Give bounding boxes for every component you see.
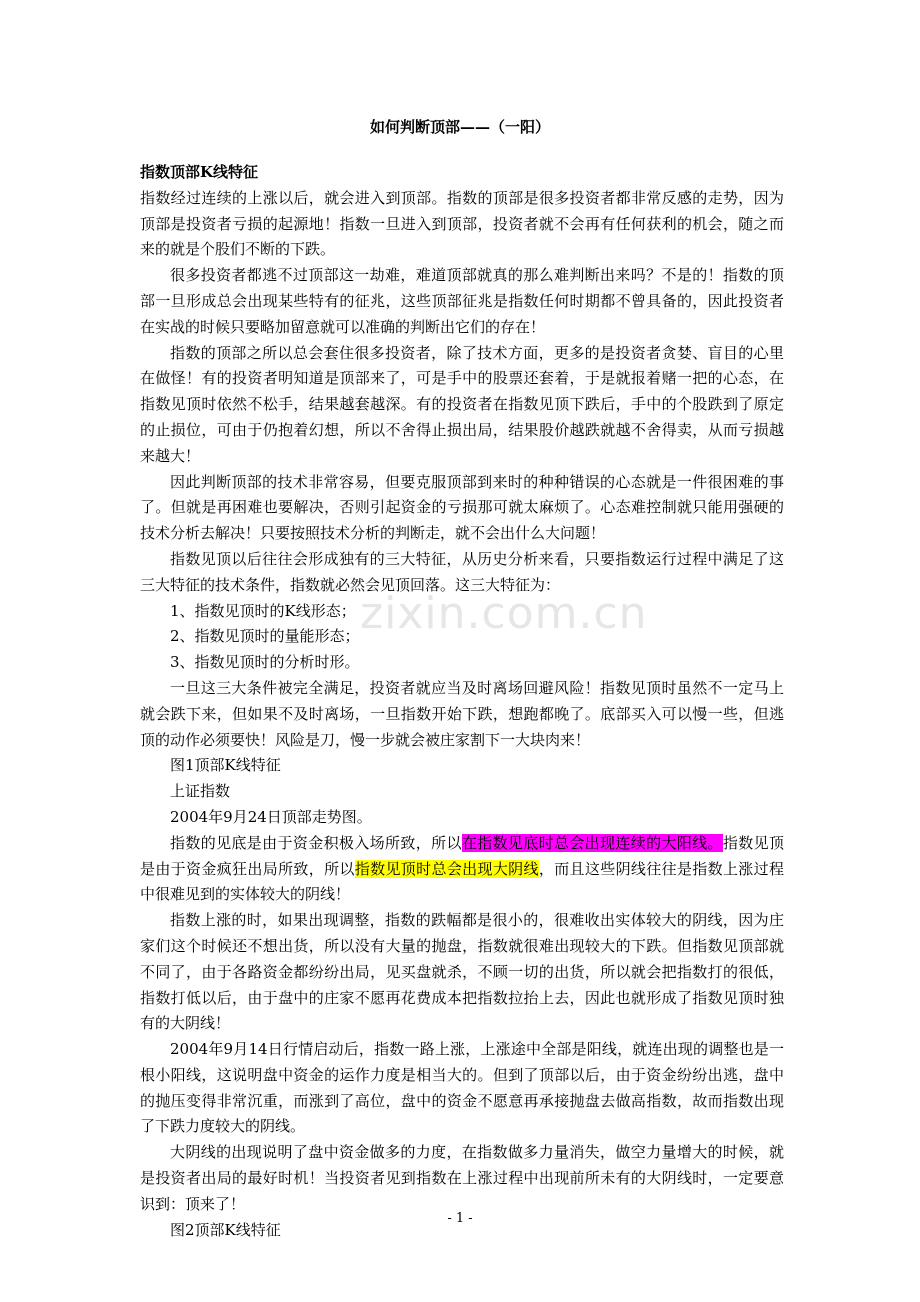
paragraph-7 <box>140 831 784 908</box>
section-heading: 指数顶部K线特征 <box>140 163 259 181</box>
figure-1-date: 2004年9月24日顶部走势图。 <box>170 807 372 826</box>
highlight-yellow: 指数见顶时总会出现大阴线 <box>354 859 539 878</box>
paragraph-2: 很多投资者都逃不过顶部这一劫难，难道顶部就真的那么难判断出来吗？不是的！指数的顶部一旦形成总会出现某些特有的征兆，这些顶部征兆是指数任何时期都不曾具备的，因此投资者在实战的时候只要略加留意就可以准确的判断出它们的存在！ <box>140 266 784 336</box>
paragraph-7-part-b: 指数见顶是由于资金疯狂出局所致，所以 <box>140 833 784 878</box>
figure-1-subtitle: 上证指数 <box>170 782 231 801</box>
paragraph-10: 大阴线的出现说明了盘中资金做多的力度，在指数做多力量消失，做空力量增大的时候，就是投资者出局的最好时机！当投资者见到指数在上涨过程中出现前所未有的大阴线时，一定要意识到：顶来了！ <box>140 1143 784 1213</box>
document-title: 如何判断顶部——（一阳） <box>369 118 550 136</box>
document-body <box>140 160 784 1243</box>
paragraph-9: 2004年9月14日行情启动后，指数一路上涨，上涨途中全部是阳线，就连出现的调整也是一根小阳线，这说明盘中资金的运作力度是相当大的。但到了顶部以后，由于资金纷纷出逃，盘中的抛压变得非常沉重，而涨到了高位，盘中的资金不愿意再承接抛盘去做高指数，故而指数出现了下跌力度较大的阴线。 <box>140 1040 784 1136</box>
paragraph-3: 指数的顶部之所以总会套住很多投资者，除了技术方面，更多的是投资者贪婪、盲目的心里在做怪！有的投资者明知道是顶部来了，可是手中的股票还套着，于是就报着赌一把的心态，在指数见顶时依然不松手，结果越套越深。有的投资者在指数见顶下跌后，手中的个股跌到了原定的止损位，可由于仍抱着幻想，所以不舍得止损出局，结果股价越跌就越不舍得卖，从而亏损越来越大！ <box>140 343 784 465</box>
watermark: zixin.com.cn <box>360 588 648 639</box>
figure-1-caption: 图1顶部K线特征 <box>170 756 281 775</box>
paragraph-7-part-c: ，而且这些阴线往往是指数上涨过程中很难见到的实体较大的阴线！ <box>140 859 784 904</box>
paragraph-6: 一旦这三大条件被完全满足，投资者就应当及时离场回避风险！指数见顶时虽然不一定马上就会跌下来，但如果不及时离场，一旦指数开始下跌，想跑都晚了。底部买入可以慢一些，但逃顶的动作必须要快！风险是刀，慢一步就会被庄家割下一大块肉来！ <box>140 678 784 749</box>
list-item-3: 3、指数见顶时的分析时形。 <box>170 653 360 672</box>
page-number: - 1 - <box>447 1211 473 1226</box>
highlight-magenta: 在指数见底时总会出现连续的大阳线。 <box>461 833 723 852</box>
paragraph-4: 因此判断顶部的技术非常容易，但要克服顶部到来时的种种错误的心态就是一件很困难的事了。但就是再困难也要解决，否则引起资金的亏损那可就太麻烦了。心态难控制就只能用强硬的技术分析去解决！只要按照技术分析的判断走，就不会出什么大问题！ <box>140 472 784 543</box>
figure-2-caption: 图2顶部K线特征 <box>170 1220 281 1239</box>
paragraph-7-part-a: 指数的见底是由于资金积极入场所致，所以 <box>170 833 462 852</box>
paragraph-5: 指数见顶以后往往会形成独有的三大特征，从历史分析来看，只要指数运行过程中满足了这三大特征的技术条件，指数就必然会见顶回落。这三大特征为： <box>140 549 784 594</box>
paragraph-1: 指数经过连续的上涨以后，就会进入到顶部。指数的顶部是很多投资者都非常反感的走势，因为顶部是投资者亏损的起源地！指数一旦进入到顶部，投资者就不会再有任何获利的机会，随之而来的就是个股们不断的下跌。 <box>140 188 784 259</box>
paragraph-8: 指数上涨的时，如果出现调整，指数的跌幅都是很小的，很难收出实体较大的阴线，因为庄家们这个时候还不想出货，所以没有大量的抛盘，指数就很难出现较大的下跌。但指数见顶部就不同了，由于各路资金都纷纷出局，见买盘就杀，不顾一切的出货，所以就会把指数打的很低，指数打低以后，由于盘中的庄家不愿再花费成本把指数拉抬上去，因此也就形成了指数见顶时独有的大阴线！ <box>140 911 784 1033</box>
list-item-2: 2、指数见顶时的量能形态； <box>170 627 360 646</box>
list-item-1: 1、指数见顶时的K线形态； <box>170 601 356 620</box>
